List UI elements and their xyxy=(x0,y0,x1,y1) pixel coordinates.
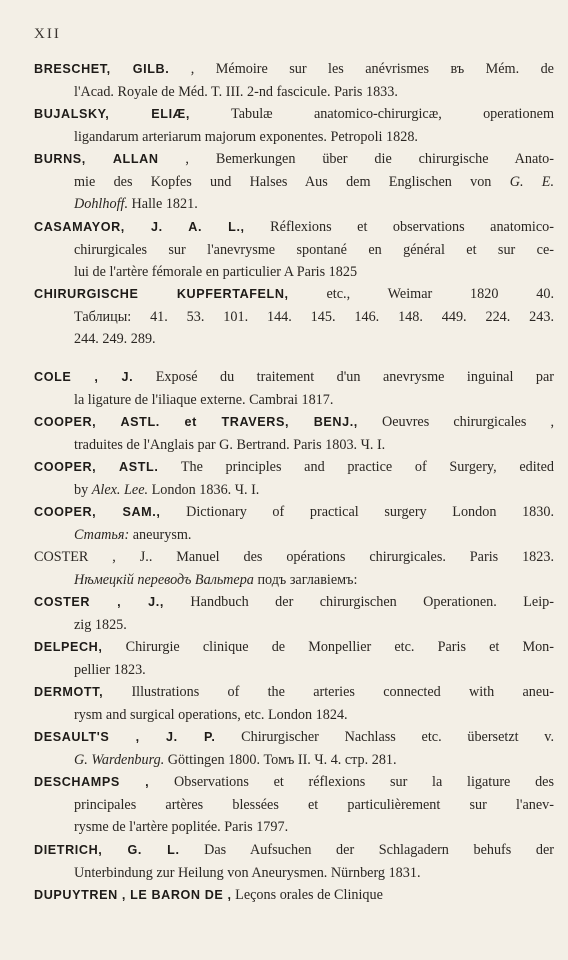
bibliography-entry xyxy=(34,771,554,839)
bibliography-entry xyxy=(34,839,554,884)
author-name: DUPUYTREN , LE BARON DE , xyxy=(34,888,232,902)
author-name: CHIRURGISCHE KUPFERTAFELN, xyxy=(34,287,289,301)
entry-first-line: DESAULT'S , J. P. Chirurgischer Nachlass etc. übersetzt v. xyxy=(34,729,554,745)
author-name: DESCHAMPS , xyxy=(34,775,150,789)
author-name: DIETRICH, G. L. xyxy=(34,843,180,857)
bibliography-entry xyxy=(34,591,554,636)
author-name: COLE , J. xyxy=(34,370,134,384)
entry-first-line: DESCHAMPS , Observations et réflexions sur la ligature des xyxy=(34,774,554,790)
author-name: COOPER, ASTL. et TRAVERS, BENJ., xyxy=(34,415,358,429)
bibliography-entry xyxy=(34,283,554,351)
author-name: DELPECH, xyxy=(34,640,103,654)
bibliography-entry xyxy=(34,726,554,771)
bibliography-entry xyxy=(34,216,554,284)
bibliography-entry xyxy=(34,501,554,546)
author-name: BURNS, ALLAN xyxy=(34,152,159,166)
entry-first-line: CASAMAYOR, J. A. L., Réflexions et observations anatomico- xyxy=(34,219,554,235)
entry-continuation-line: Нѣмецкій переводъ Вальтера подъ заглавіемъ: xyxy=(74,571,358,588)
entry-first-line: DERMOTT, Illustrations of the arteries connected with aneu- xyxy=(34,684,554,700)
entry-continuation-line: principales artères blessées et particulièrement sur l'anev- xyxy=(74,796,554,813)
bibliography-entry xyxy=(34,366,554,411)
author-name: BUJALSKY, ELIÆ, xyxy=(34,107,190,121)
author-name: DESAULT'S , J. P. xyxy=(34,730,216,744)
entry-first-line: DIETRICH, G. L. Das Aufsuchen der Schlagadern behufs der xyxy=(34,842,554,858)
author-name: COOPER, ASTL. xyxy=(34,460,159,474)
bibliography-entry xyxy=(34,636,554,681)
entry-continuation-line: lui de l'artère fémorale en particulier A Paris 1825 xyxy=(74,264,358,281)
bibliography-entry xyxy=(34,148,554,216)
italic-text: Dohlhoff. xyxy=(74,196,128,213)
bibliography-entry xyxy=(34,681,554,726)
entry-first-line: COOPER, ASTL. The principles and practice of Surgery, edited xyxy=(34,459,554,475)
entry-first-line: BRESCHET, GILB. , Mémoire sur les anévrismes въ Mém. de xyxy=(34,61,554,77)
entry-continuation-line: G. Wardenburg. Göttingen 1800. Томъ II. Ч. 4. стр. 281. xyxy=(74,751,397,768)
entry-continuation-line: by Alex. Lee. London 1836. Ч. I. xyxy=(74,481,260,498)
italic-text: Статья: xyxy=(74,526,130,543)
entry-continuation-line: 244. 249. 289. xyxy=(74,331,156,348)
author-name: BRESCHET, GILB. xyxy=(34,62,170,76)
author-name: CASAMAYOR, J. A. L., xyxy=(34,220,245,234)
entry-continuation-line: Dohlhoff. Halle 1821. xyxy=(74,196,198,213)
entry-continuation-line: Статья: aneurysm. xyxy=(74,526,192,543)
entry-continuation-line: mie des Kopfes und Halses Aus dem Englischen von G. E. xyxy=(74,173,554,190)
italic-text: Нѣмецкій переводъ Вальтера xyxy=(74,571,254,588)
entry-first-line: DELPECH, Chirurgie clinique de Monpellier etc. Paris et Mon- xyxy=(34,639,554,655)
bibliography-entry xyxy=(34,58,554,103)
entry-first-line: COSTER , J., Handbuch der chirurgischen Operationen. Leip- xyxy=(34,594,554,610)
page-number: XII xyxy=(34,26,61,42)
italic-text: Alex. Lee. xyxy=(91,481,149,498)
bibliography-entry xyxy=(34,884,554,907)
author-name: COSTER , J., xyxy=(34,595,164,609)
italic-text: G. Wardenburg. xyxy=(74,751,165,768)
author-name: DERMOTT, xyxy=(34,685,104,699)
entry-continuation-line: rysme de l'artère poplitée. Paris 1797. xyxy=(74,819,289,836)
entry-first-line: BURNS, ALLAN , Bemerkungen über die chirurgische Anato- xyxy=(34,151,554,167)
italic-text: G. E. xyxy=(509,173,554,190)
bibliography-entry xyxy=(34,103,554,148)
entry-continuation-line: zig 1825. xyxy=(74,616,127,633)
entry-first-line: BUJALSKY, ELIÆ, Tabulæ anatomico-chirurgicæ, operationem xyxy=(34,106,554,122)
entry-continuation-line: traduites de l'Anglais par G. Bertrand. Paris 1803. Ч. I. xyxy=(74,436,386,453)
entry-continuation-line: rysm and surgical operations, etc. London 1824. xyxy=(74,706,348,723)
entry-continuation-line: Таблицы: 41. 53. 101. 144. 145. 146. 148. 449. 224. 243. xyxy=(74,308,554,325)
entry-continuation-line: l'Acad. Royale de Méd. T. III. 2-nd fascicule. Paris 1833. xyxy=(74,83,398,100)
entry-first-line: COSTER , J.. Manuel des opérations chirurgicales. Paris 1823. xyxy=(34,549,554,565)
entry-first-line: COOPER, ASTL. et TRAVERS, BENJ., Oeuvres chirurgicales , xyxy=(34,414,554,430)
entry-continuation-line: ligandarum arteriarum majorum exponentes. Petropoli 1828. xyxy=(74,128,418,145)
entry-continuation-line: pellier 1823. xyxy=(74,661,146,678)
entry-first-line: COLE , J. Exposé du traitement d'un anevrysme inguinal par xyxy=(34,369,554,385)
entry-continuation-line: Unterbindung zur Heilung von Aneurysmen. Nürnberg 1831. xyxy=(74,864,421,881)
entry-continuation-line: chirurgicales sur l'anevrysme spontané en général et sur ce- xyxy=(74,241,554,258)
entry-first-line: COOPER, SAM., Dictionary of practical surgery London 1830. xyxy=(34,504,554,520)
entry-first-line: CHIRURGISCHE KUPFERTAFELN, etc., Weimar 1820 40. xyxy=(34,286,554,302)
bibliography-entry xyxy=(34,411,554,456)
author-name: COOPER, SAM., xyxy=(34,505,161,519)
bibliography-entry xyxy=(34,546,554,591)
entry-continuation-line: la ligature de l'iliaque externe. Cambrai 1817. xyxy=(74,391,334,408)
bibliography-entry xyxy=(34,456,554,501)
entry-first-line: DUPUYTREN , LE BARON DE , Leçons orales de Clinique xyxy=(34,887,383,903)
